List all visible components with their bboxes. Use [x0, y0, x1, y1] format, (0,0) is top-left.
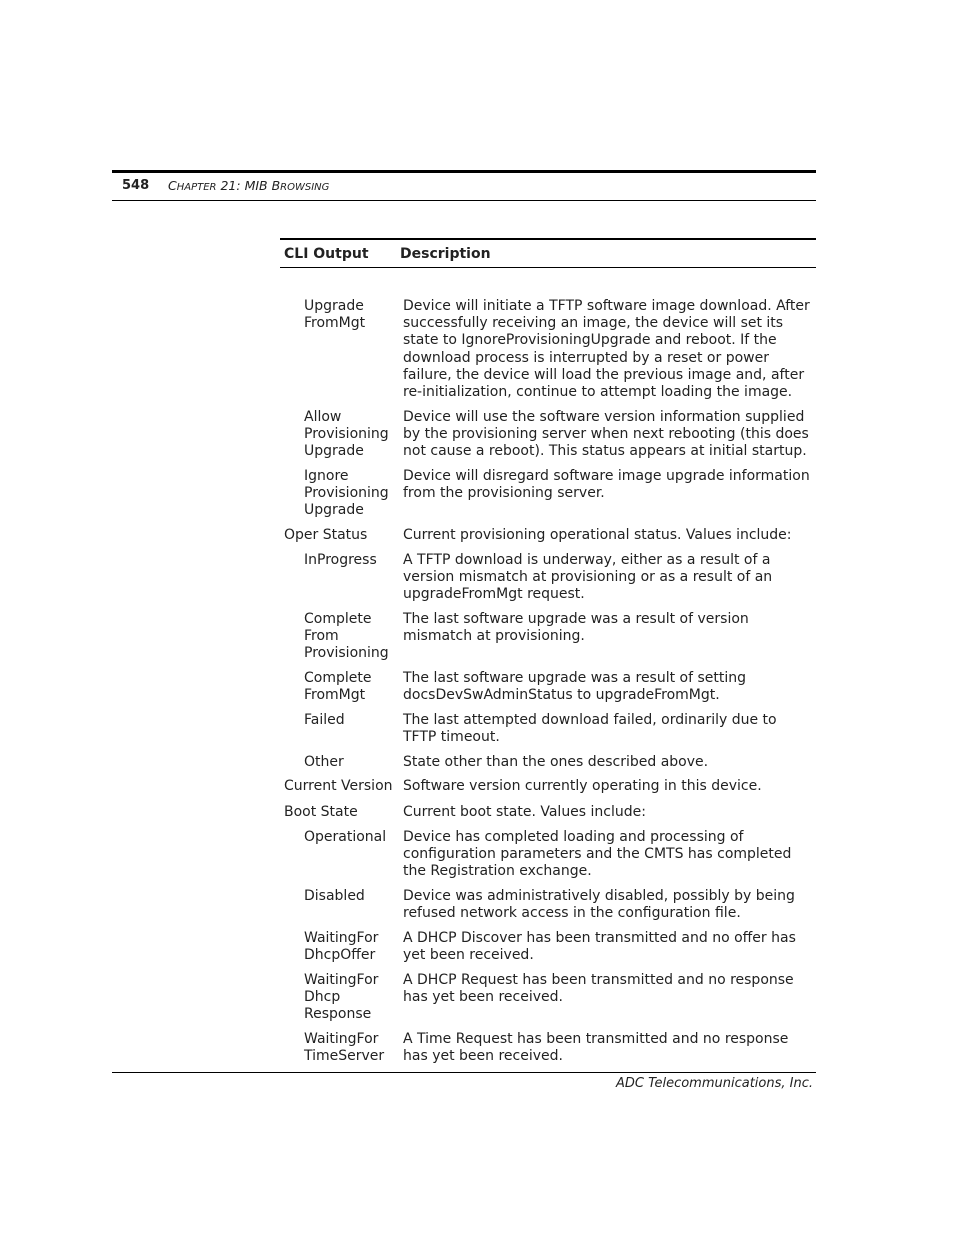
row-description: A TFTP download is underway, either as a result of a version mismatch at provisioning or as a result of an upgradeFromMgt request. [403, 552, 773, 603]
cli-output-table [280, 238, 816, 1065]
chapter-prefix: C [168, 178, 177, 193]
table-header [280, 240, 816, 268]
footer-rule [112, 1072, 816, 1073]
row-description: A Time Request has been transmitted and no response has yet been received. [403, 1031, 789, 1065]
row-term: Upgrade FromMgt [304, 298, 366, 332]
row-description: A DHCP Request has been transmitted and no response has yet been received. [403, 972, 794, 1006]
chapter-number: 21: MIB B [220, 178, 281, 193]
row-description: Device will disregard software image upgrade information from the provisioning server. [403, 468, 810, 502]
row-description: Current boot state. Values include: [403, 804, 646, 820]
row-term: Failed [304, 712, 345, 728]
row-term: Current Version [284, 778, 393, 794]
row-term: Allow Provisioning Upgrade [304, 409, 389, 460]
row-term: Complete FromMgt [304, 670, 372, 704]
row-term: InProgress [304, 552, 377, 568]
row-description: The last software upgrade was a result of setting docsDevSwAdminStatus to upgradeFromMgt. [403, 670, 747, 704]
row-term: Ignore Provisioning Upgrade [304, 468, 389, 519]
header-rule [112, 170, 816, 173]
row-description: Device will use the software version information supplied by the provisioning server when next rebooting (this does not cause a reboot). This status appears at initial startup. [403, 409, 809, 460]
page-number: 548 [122, 178, 150, 193]
header-divider [112, 200, 816, 201]
row-description: The last attempted download failed, ordinarily due to TFTP timeout. [403, 712, 777, 746]
row-term: Disabled [304, 888, 365, 904]
row-description: State other than the ones described above. [403, 754, 709, 770]
row-description: A DHCP Discover has been transmitted and no offer has yet been received. [403, 930, 796, 964]
row-term: Complete From Provisioning [304, 611, 389, 662]
row-term: Boot State [284, 804, 358, 820]
row-description: Device was administratively disabled, possibly by being refused network access in the configuration file. [403, 888, 795, 922]
row-term: WaitingFor TimeServer [304, 1031, 385, 1065]
row-term: Oper Status [284, 527, 368, 543]
row-term: WaitingFor Dhcp Response [304, 972, 379, 1023]
chapter-title-smallcaps: ROWSING [280, 182, 330, 193]
column-header-cli-output: CLI Output [284, 245, 369, 262]
row-description: Software version currently operating in this device. [403, 778, 762, 794]
footer-publisher: ADC Telecommunications, Inc. [616, 1076, 813, 1091]
column-header-description: Description [400, 245, 491, 262]
chapter-title [168, 178, 329, 193]
row-description: Current provisioning operational status. Values include: [403, 527, 792, 543]
row-term: Operational [304, 829, 387, 845]
row-description: The last software upgrade was a result of version mismatch at provisioning. [403, 611, 749, 645]
row-description: Device will initiate a TFTP software image download. After successfully receiving an image, the device will set its state to IgnoreProvisioningUpgrade and reboot. If the download process is interrupted by a reset or power failure, the device will load the previous image and, after re-initialization, continue to attempt loading the image. [403, 298, 810, 401]
row-term: WaitingFor DhcpOffer [304, 930, 379, 964]
row-term: Other [304, 754, 344, 770]
row-description: Device has completed loading and processing of configuration parameters and the CMTS has completed the Registration exchange. [403, 829, 792, 880]
chapter-prefix-smallcaps: HAPTER [176, 182, 217, 193]
